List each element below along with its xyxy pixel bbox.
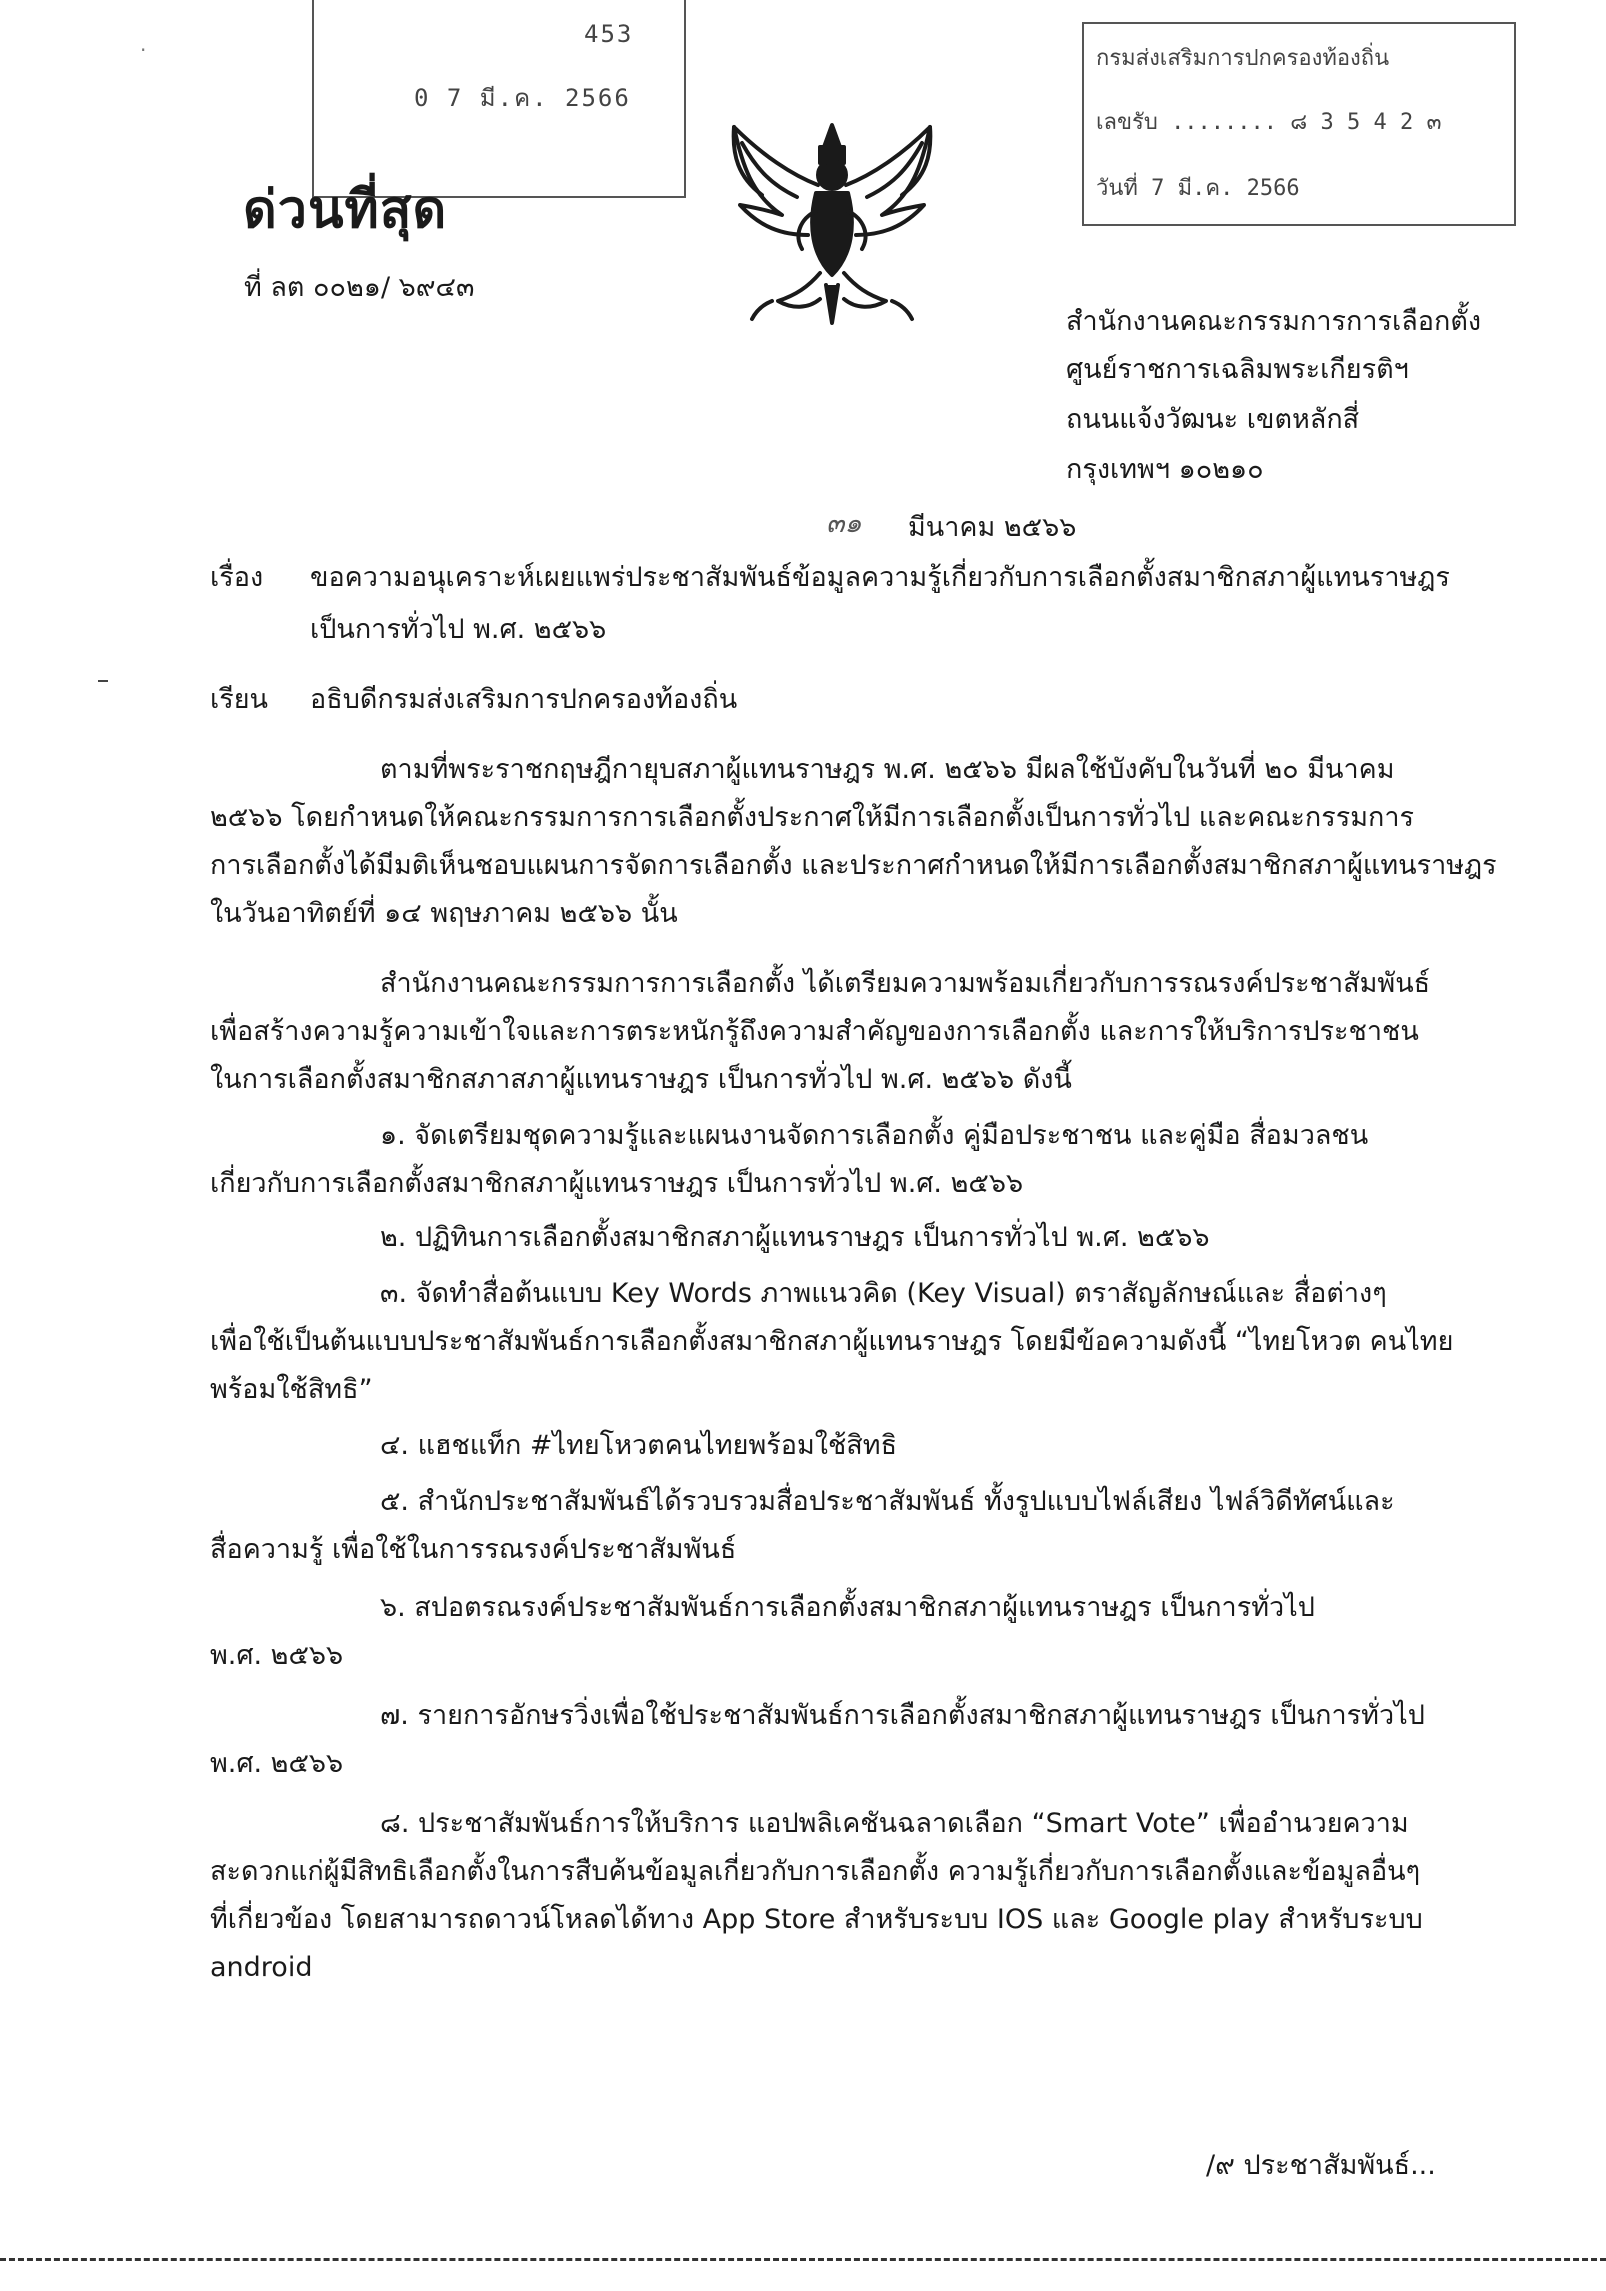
- date-handwritten-day: ๓๑: [826, 508, 862, 539]
- list-item: สื่อความรู้ เพื่อใช้ในการรณรงค์ประชาสัมพันธ์: [210, 1534, 737, 1565]
- receipt-stamp-right: [1082, 22, 1516, 226]
- list-item: เกี่ยวกับการเลือกตั้งสมาชิกสภาผู้แทนราษฎร เป็นการทั่วไป พ.ศ. ๒๕๖๖: [210, 1168, 1024, 1199]
- list-item: พ.ศ. ๒๕๖๖: [210, 1640, 344, 1671]
- stamp-number: 453: [584, 20, 634, 48]
- list-item: สะดวกแก่ผู้มีสิทธิเลือกตั้งในการสืบค้นข้อมูลเกี่ยวกับการเลือกตั้ง ความรู้เกี่ยวกับการเลือกตั้งและข้อมูลอื่นๆ: [210, 1856, 1421, 1887]
- sender-address-line: กรุงเทพฯ ๑๐๒๑๐: [1066, 454, 1264, 485]
- paragraph-line: สำนักงานคณะกรรมการการเลือกตั้ง ได้เตรียมความพร้อมเกี่ยวกับการรณรงค์ประชาสัมพันธ์: [380, 968, 1431, 999]
- list-item: เพื่อใช้เป็นต้นแบบประชาสัมพันธ์การเลือกตั้งสมาชิกสภาผู้แทนราษฎร โดยมีข้อความดังนี้ “ไทยโหวต คนไทย: [210, 1326, 1454, 1357]
- sender-address-line: ถนนแจ้งวัฒนะ เขตหลักสี่: [1066, 404, 1360, 435]
- recipient-label: เรียน: [210, 684, 269, 715]
- stamp-date: 0 7 มี.ค. 2566: [414, 84, 631, 112]
- paragraph-line: ในวันอาทิตย์ที่ ๑๔ พฤษภาคม ๒๕๖๖ นั้น: [210, 898, 678, 929]
- list-item: ๕. สำนักประชาสัมพันธ์ได้รวบรวมสื่อประชาสัมพันธ์ ทั้งรูปแบบไฟล์เสียง ไฟล์วิดีทัศน์และ: [380, 1486, 1395, 1517]
- garuda-emblem-icon: [712, 115, 952, 330]
- subject-text: เป็นการทั่วไป พ.ศ. ๒๕๖๖: [310, 614, 607, 645]
- paragraph-line: การเลือกตั้งได้มีมติเห็นชอบแผนการจัดการเลือกตั้ง และประกาศกำหนดให้มีการเลือกตั้งสมาชิกสภาผู้แทนราษฎร: [210, 850, 1497, 881]
- continuation-note: /๙ ประชาสัมพันธ์...: [1206, 2150, 1436, 2181]
- stamp-receipt-no: เลขรับ ........ ๘ 3 5 4 2 ๓: [1096, 110, 1442, 135]
- scan-speck: ·: [140, 38, 147, 62]
- receipt-stamp-left: [312, 0, 686, 198]
- stamp-date: วันที่ 7 มี.ค. 2566: [1096, 176, 1300, 201]
- subject-label: เรื่อง: [210, 562, 264, 593]
- list-item: ๖. สปอตรณรงค์ประชาสัมพันธ์การเลือกตั้งสมาชิกสภาผู้แทนราษฎร เป็นการทั่วไป: [380, 1592, 1315, 1623]
- sender-address-line: ศูนย์ราชการเฉลิมพระเกียรติฯ: [1066, 354, 1409, 385]
- list-item: ๓. จัดทำสื่อต้นแบบ Key Words ภาพแนวคิด (Key Visual) ตราสัญลักษณ์และ สื่อต่างๆ: [380, 1278, 1387, 1309]
- urgency-heading: ด่วนที่สุด: [243, 180, 448, 240]
- list-item: ๔. แฮชแท็ก #ไทยโหวตคนไทยพร้อมใช้สิทธิ: [380, 1430, 898, 1461]
- reference-number: ที่ ลต ๐๐๒๑/ ๖๙๔๓: [244, 272, 475, 303]
- list-item: android: [210, 1952, 313, 1983]
- paragraph-line: ในการเลือกตั้งสมาชิกสภาสภาผู้แทนราษฎร เป็นการทั่วไป พ.ศ. ๒๕๖๖ ดังนี้: [210, 1064, 1072, 1095]
- recipient-text: อธิบดีกรมส่งเสริมการปกครองท้องถิ่น: [310, 684, 738, 715]
- list-item: ที่เกี่ยวข้อง โดยสามารถดาวน์โหลดได้ทาง App Store สำหรับระบบ IOS และ Google play สำหรับระบบ: [210, 1904, 1423, 1935]
- paragraph-line: ตามที่พระราชกฤษฎีกายุบสภาผู้แทนราษฎร พ.ศ. ๒๕๖๖ มีผลใช้บังคับในวันที่ ๒๐ มีนาคม: [380, 754, 1395, 785]
- document-date: มีนาคม ๒๕๖๖: [908, 512, 1077, 543]
- paragraph-line: เพื่อสร้างความรู้ความเข้าใจและการตระหนักรู้ถึงความสำคัญของการเลือกตั้ง และการให้บริการประชาชน: [210, 1016, 1419, 1047]
- paragraph-line: ๒๕๖๖ โดยกำหนดให้คณะกรรมการการเลือกตั้งประกาศให้มีการเลือกตั้งเป็นการทั่วไป และคณะกรรมการ: [210, 802, 1415, 833]
- list-item: พร้อมใช้สิทธิ”: [210, 1374, 373, 1405]
- list-item: ๑. จัดเตรียมชุดความรู้และแผนงานจัดการเลือกตั้ง คู่มือประชาชน และคู่มือ สื่อมวลชน: [380, 1120, 1369, 1151]
- subject-text: ขอความอนุเคราะห์เผยแพร่ประชาสัมพันธ์ข้อมูลความรู้เกี่ยวกับการเลือกตั้งสมาชิกสภาผู้แทนราษฎร: [310, 562, 1450, 593]
- list-item: ๘. ประชาสัมพันธ์การให้บริการ แอปพลิเคชันฉลาดเลือก “Smart Vote” เพื่ออำนวยความ: [380, 1808, 1409, 1839]
- list-item: พ.ศ. ๒๕๖๖: [210, 1748, 344, 1779]
- scan-mark: [98, 680, 108, 682]
- stamp-agency: กรมส่งเสริมการปกครองท้องถิ่น: [1096, 46, 1390, 71]
- page-edge-rule: [0, 2258, 1606, 2261]
- list-item: ๗. รายการอักษรวิ่งเพื่อใช้ประชาสัมพันธ์การเลือกตั้งสมาชิกสภาผู้แทนราษฎร เป็นการทั่วไป: [380, 1700, 1425, 1731]
- sender-address-line: สำนักงานคณะกรรมการการเลือกตั้ง: [1066, 306, 1482, 337]
- list-item: ๒. ปฏิทินการเลือกตั้งสมาชิกสภาผู้แทนราษฎร เป็นการทั่วไป พ.ศ. ๒๕๖๖: [380, 1222, 1210, 1253]
